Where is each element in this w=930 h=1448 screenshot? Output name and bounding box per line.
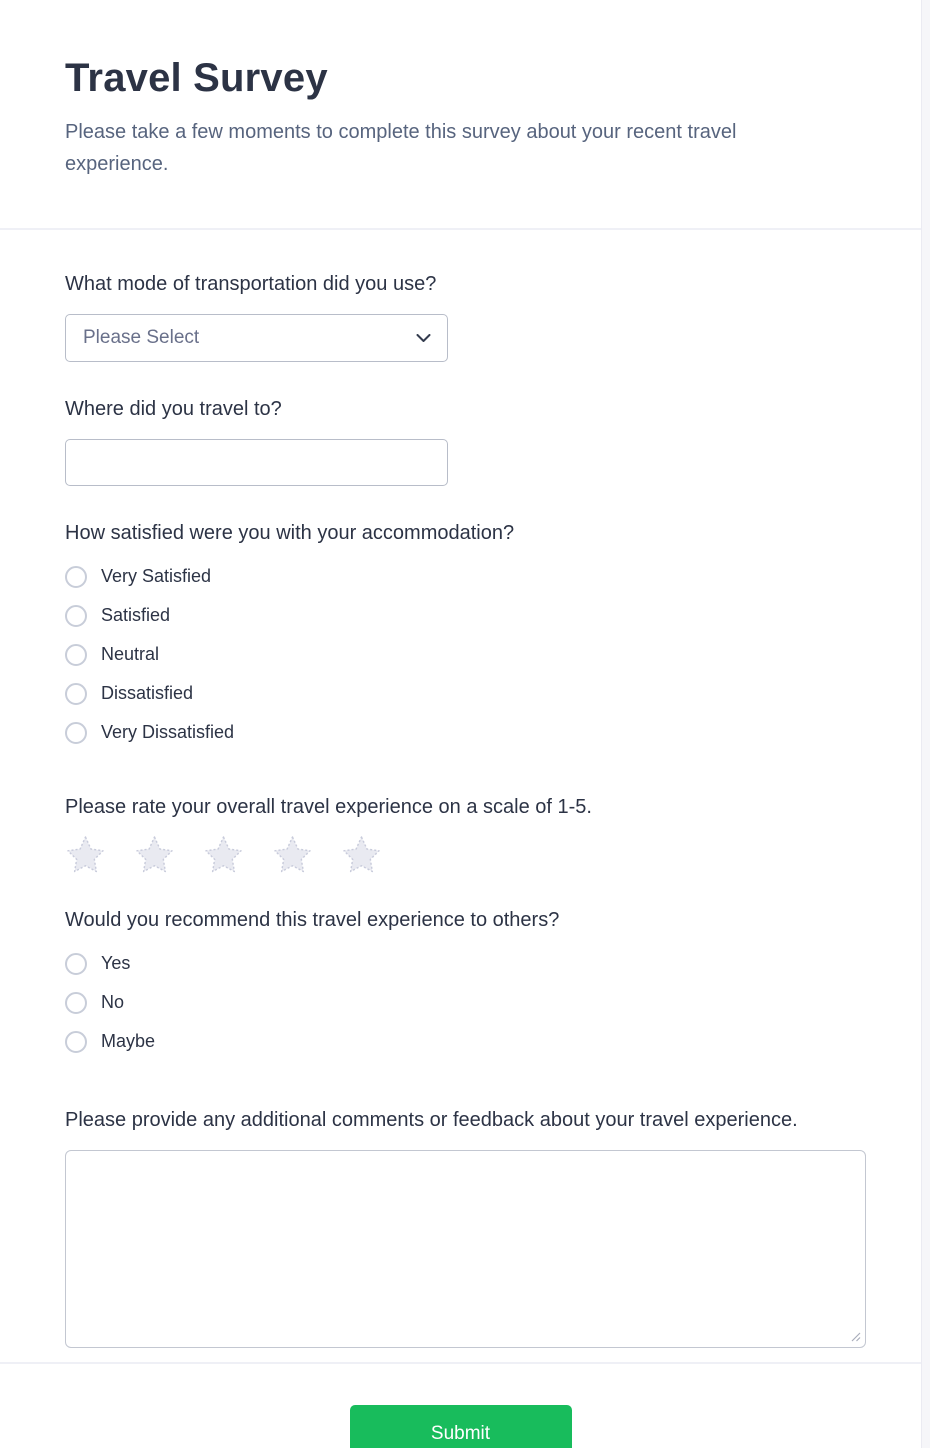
radio-circle-icon[interactable] [65,605,87,627]
radio-option-label: Maybe [101,1031,156,1051]
transportation-select-value: Please Select [83,327,200,348]
question-transportation [65,270,865,362]
page-title: Travel Survey [65,56,328,100]
star-rating [65,835,865,876]
radio-circle-icon[interactable] [65,644,87,666]
radio-circle-icon[interactable] [65,1031,87,1053]
comments-question-label: Please provide any additional comments or feedback about your travel experience. [65,1109,798,1131]
radio-option-neutral[interactable] [65,643,865,666]
star-icon-1[interactable] [65,835,106,876]
star-icon-4[interactable] [272,835,313,876]
accommodation-radio-group [65,565,865,760]
radio-option-satisfied[interactable] [65,604,865,627]
page-subtitle: Please take a few moments to complete this survey about your recent travel experience. [65,121,737,175]
star-icon-2[interactable] [134,835,175,876]
transportation-select[interactable] [65,314,448,362]
question-comments [65,1106,865,1348]
radio-option-label: Dissatisfied [101,683,194,703]
transportation-question-label: What mode of transportation did you use? [65,273,437,295]
radio-option-maybe[interactable] [65,1030,865,1053]
form-header [0,0,921,228]
radio-option-label: Very Satisfied [101,566,212,586]
radio-option-dissatisfied[interactable] [65,682,865,705]
radio-option-label: No [101,992,125,1012]
rating-question-label: Please rate your overall travel experience on a scale of 1-5. [65,796,592,818]
destination-question-label: Where did you travel to? [65,398,282,420]
star-icon-3[interactable] [203,835,244,876]
comments-textarea[interactable] [65,1150,866,1348]
form-body [0,230,921,1362]
radio-option-label: Yes [101,953,131,973]
radio-option-label: Very Dissatisfied [101,722,235,742]
radio-circle-icon[interactable] [65,566,87,588]
resize-handle-icon[interactable] [849,1330,861,1342]
form-footer [0,1364,921,1448]
radio-circle-icon[interactable] [65,722,87,744]
accommodation-question-label: How satisfied were you with your accommodation? [65,522,515,544]
radio-circle-icon[interactable] [65,683,87,705]
recommend-question-label: Would you recommend this travel experience to others? [65,909,560,931]
recommend-radio-group [65,952,865,1069]
radio-option-no[interactable] [65,991,865,1014]
radio-circle-icon[interactable] [65,953,87,975]
question-rating [65,793,865,876]
question-recommend [65,906,865,1069]
radio-option-very-dissatisfied[interactable] [65,721,865,744]
chevron-down-icon [416,334,431,343]
question-destination [65,395,865,486]
radio-option-label: Satisfied [101,605,171,625]
radio-circle-icon[interactable] [65,992,87,1014]
submit-button[interactable]: Submit [350,1405,572,1448]
star-icon-5[interactable] [341,835,382,876]
radio-option-very-satisfied[interactable] [65,565,865,588]
radio-option-label: Neutral [101,644,160,664]
question-accommodation [65,519,865,760]
comments-textarea-wrap [65,1150,866,1348]
radio-option-yes[interactable] [65,952,865,975]
destination-input[interactable] [65,439,448,486]
